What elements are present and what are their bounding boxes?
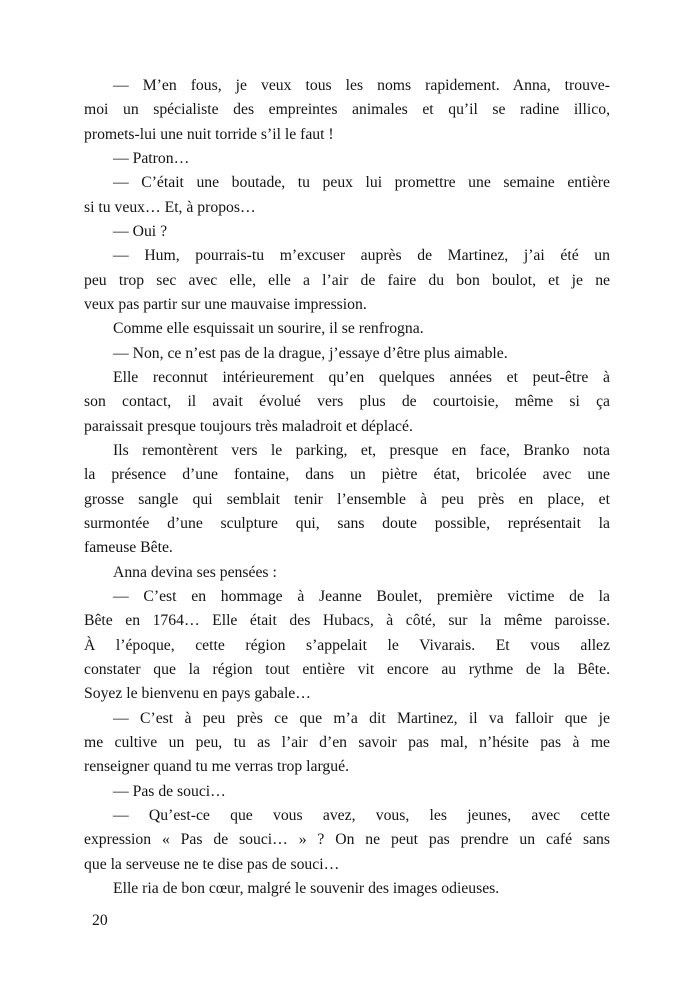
paragraph bbox=[84, 147, 610, 171]
text-line: me cultive un peu, tu as l’air d’en savoir pas mal, n’hésite pas à me bbox=[84, 733, 610, 751]
paragraph bbox=[84, 317, 610, 341]
paragraph bbox=[84, 877, 610, 901]
text-line: — Qu’est-ce que vous avez, vous, les jeunes, avec cette bbox=[113, 806, 610, 824]
text-line: Ils remontèrent vers le parking, et, presque en face, Branko nota bbox=[113, 441, 610, 459]
text-line: paraissait presque toujours très maladroit et déplacé. bbox=[84, 417, 413, 435]
text-line: Anna devina ses pensées : bbox=[113, 563, 277, 581]
paragraph bbox=[84, 804, 610, 877]
text-line: moi un spécialiste des empreintes animales et qu’il se radine illico, bbox=[84, 101, 610, 119]
page-number: 20 bbox=[92, 912, 108, 929]
text-line: — Oui ? bbox=[113, 222, 168, 240]
text-line: si tu veux… Et, à propos… bbox=[84, 198, 256, 216]
text-line: son contact, il avait évolué vers plus de courtoisie, même si ça bbox=[84, 393, 610, 411]
text-line: — Hum, pourrais-tu m’excuser auprès de Martinez, j’ai été un bbox=[113, 247, 610, 265]
paragraph bbox=[84, 439, 610, 561]
text-line: grosse sangle qui semblait tenir l’ensemble à peu près en place, et bbox=[84, 490, 610, 508]
text-line: la présence d’une fontaine, dans un piètre état, bricolée avec une bbox=[84, 466, 610, 484]
text-line: fameuse Bête. bbox=[84, 539, 173, 557]
paragraph bbox=[84, 220, 610, 244]
text-line: — C’est à peu près ce que m’a dit Martinez, il va falloir que je bbox=[113, 709, 610, 727]
text-line: — Pas de souci… bbox=[113, 782, 226, 800]
text-line: renseigner quand tu me verras trop largué. bbox=[84, 758, 349, 776]
paragraph bbox=[84, 561, 610, 585]
text-line: expression « Pas de souci… » ? On ne peut pas prendre un café sans bbox=[84, 831, 610, 849]
text-line: surmontée d’une sculpture qui, sans doute possible, représentait la bbox=[84, 514, 610, 532]
paragraph bbox=[84, 707, 610, 780]
text-line: veux pas partir sur une mauvaise impression. bbox=[84, 295, 367, 313]
text-line: Comme elle esquissait un sourire, il se renfrogna. bbox=[113, 320, 424, 338]
paragraph bbox=[84, 342, 610, 366]
text-line: Elle reconnut intérieurement qu’en quelques années et peut-être à bbox=[113, 368, 610, 386]
text-line: peu trop sec avec elle, elle a l’air de faire du bon boulot, et je ne bbox=[84, 271, 610, 289]
text-line: — C’était une boutade, tu peux lui promettre une semaine entière bbox=[113, 174, 610, 192]
text-line: — M’en fous, je veux tous les noms rapidement. Anna, trouve- bbox=[113, 77, 610, 94]
text-line: — Non, ce n’est pas de la drague, j’essaye d’être plus aimable. bbox=[113, 344, 508, 362]
paragraph bbox=[84, 780, 610, 804]
text-line: Soyez le bienvenu en pays gabale… bbox=[84, 685, 311, 703]
page-text bbox=[84, 74, 610, 901]
text-line: À l’époque, cette région s’appelait le Vivarais. Et vous allez bbox=[84, 636, 610, 654]
paragraph bbox=[84, 244, 610, 317]
paragraph bbox=[84, 74, 610, 147]
paragraph bbox=[84, 171, 610, 220]
text-line: — C’est en hommage à Jeanne Boulet, première victime de la bbox=[113, 587, 610, 605]
paragraph bbox=[84, 366, 610, 439]
text-line: constater que la région tout entière vit encore au rythme de la Bête. bbox=[84, 660, 610, 678]
text-line: Elle ria de bon cœur, malgré le souvenir des images odieuses. bbox=[113, 879, 500, 897]
text-line: Bête en 1764… Elle était des Hubacs, à côté, sur la même paroisse. bbox=[84, 612, 610, 630]
text-line: — Patron… bbox=[113, 149, 190, 167]
text-line: que la serveuse ne te dise pas de souci… bbox=[84, 855, 340, 873]
text-line: promets-lui une nuit torride s’il le faut ! bbox=[84, 125, 334, 143]
paragraph bbox=[84, 585, 610, 707]
